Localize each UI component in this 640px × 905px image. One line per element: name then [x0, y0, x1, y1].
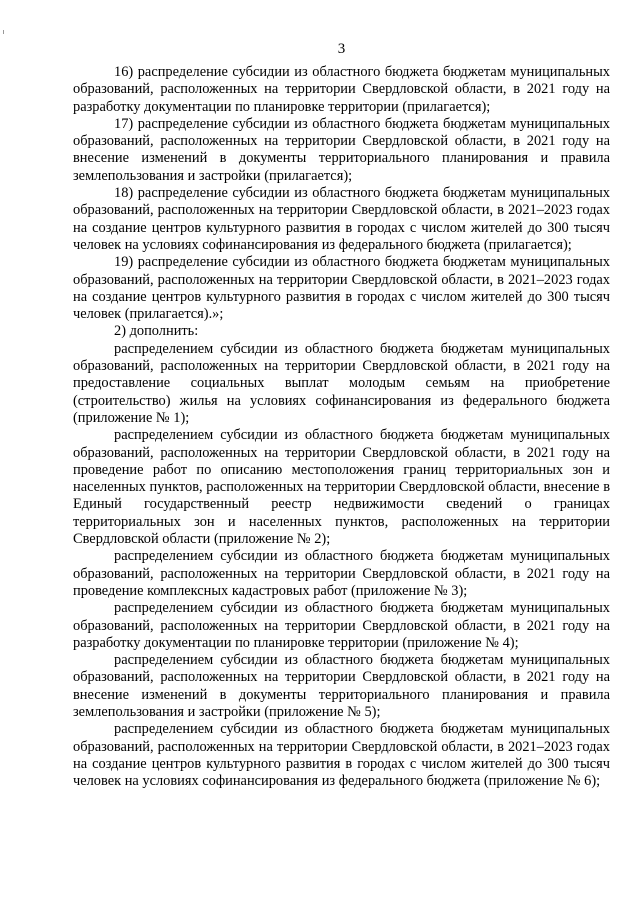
paragraph-appendix-5: распределением субсидии из областного бюджета бюджетам муниципальных образований, расположенных на территории Свердловской области, в 2021 году на внесение изменений в документы территориального планирования и правила землепользования и застройки (приложение № 5);: [73, 652, 610, 720]
paragraph-item-18: 18) распределение субсидии из областного бюджета бюджетам муниципальных образований, расположенных на территории Свердловской области, в 2021–2023 годах на создание центров культурного развития в городах с числом жителей до 300 тысяч человек на условиях софинансирования из федерального бюджета (прилагается);: [73, 185, 610, 253]
margin-mark: [3, 30, 4, 34]
paragraph-appendix-6: распределением субсидии из областного бюджета бюджетам муниципальных образований, расположенных на территории Свердловской области, в 2021–2023 годах на создание центров культурного развития в городах с числом жителей до 300 тысяч человек на условиях софинансирования из федерального бюджета (приложение № 6);: [73, 721, 610, 790]
paragraph-appendix-3: распределением субсидии из областного бюджета бюджетам муниципальных образований, расположенных на территории Свердловской области, в 2021 году на проведение комплексных кадастровых работ (приложение № 3);: [73, 548, 610, 599]
page-number: 3: [337, 41, 346, 57]
paragraph-item-16: 16) распределение субсидии из областного бюджета бюджетам муниципальных образований, расположенных на территории Свердловской области, в 2021 году на разработку документации по планировке территории (прилагается);: [73, 64, 610, 115]
paragraph-appendix-1: распределением субсидии из областного бюджета бюджетам муниципальных образований, расположенных на территории Свердловской области, в 2021 году на предоставление социальных выплат молодым семьям на приобретение (строительство) жилья на условиях софинансирования из федерального бюджета (приложение № 1);: [73, 340, 610, 426]
paragraph-item-17: 17) распределение субсидии из областного бюджета бюджетам муниципальных образований, расположенных на территории Свердловской области, в 2021 году на внесение изменений в документы территориального планирования и правила землепользования и застройки (прилагается);: [73, 115, 610, 184]
paragraph-appendix-2: распределением субсидии из областного бюджета бюджетам муниципальных образований, расположенных на территории Свердловской области, в 2021 году на проведение работ по описанию местоположения границ территориальных зон и населенных пунктов, расположенных на территории Свердловской области, внесение в Единый государственный реестр недвижимости сведений о границах территориальных зон и населенных пунктов, расположенных на территории Свердловской области (приложение № 2);: [73, 427, 610, 548]
paragraph-item-19: 19) распределение субсидии из областного бюджета бюджетам муниципальных образований, расположенных на территории Свердловской области, в 2021–2023 годах на создание центров культурного развития в городах с числом жителей до 300 тысяч человек (прилагается).»;: [73, 254, 610, 323]
paragraph-appendix-4: распределением субсидии из областного бюджета бюджетам муниципальных образований, расположенных на территории Свердловской области, в 2021 году на разработку документации по планировке территории (приложение № 4);: [73, 600, 610, 651]
paragraph-amend-heading: 2) дополнить:: [114, 323, 199, 340]
